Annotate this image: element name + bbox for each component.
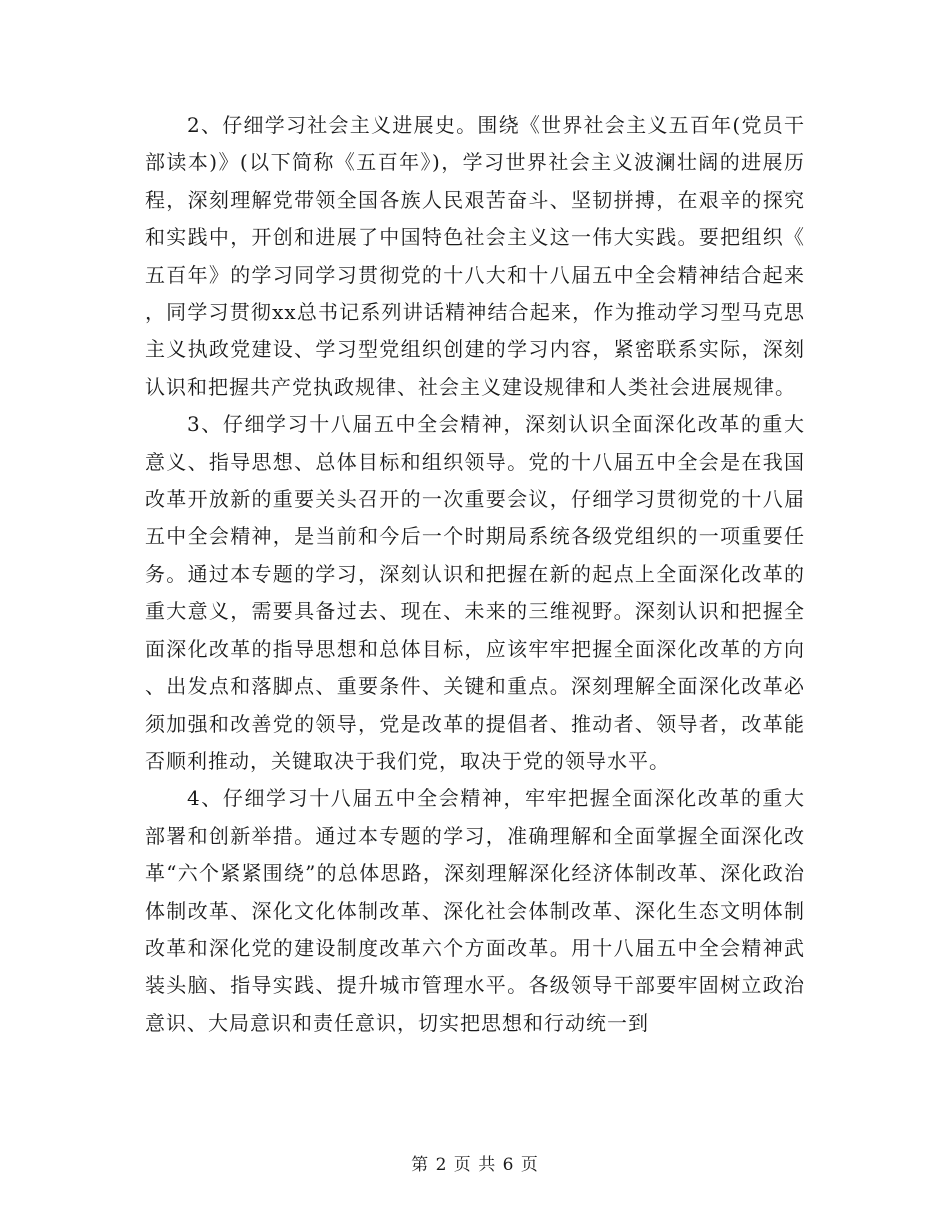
paragraph-item-4: 4、仔细学习十八届五中全会精神，牢牢把握全面深化改革的重大部署和创新举措。通过本专题的学习，准确理解和全面掌握全面深化改革“六个紧紧围绕”的总体思路，深刻理解深化经济体制改革、深化政治体制改革、深化文化体制改革、深化社会体制改革、深化生态文明体制改革和深化党的建设制度改革六个方面改革。用十八届五中全会精神武装头脑、指导实践、提升城市管理水平。各级领导干部要牢固树立政治意识、大局意识和责任意识，切实把思想和行动统一到 — [145, 786, 805, 1035]
document-body — [145, 107, 805, 1042]
paragraph-item-2: 2、仔细学习社会主义进展史。围绕《世界社会主义五百年(党员干部读本)》(以下简称《五百年》)，学习世界社会主义波澜壮阔的进展历程，深刻理解党带领全国各族人民艰苦奋斗、坚韧拼搏，在艰辛的探究和实践中，开创和进展了中国特色社会主义这一伟大实践。要把组织《五百年》的学习同学习贯彻党的十八大和十八届五中全会精神结合起来，同学习贯彻xx总书记系列讲话精神结合起来，作为推动学习型马克思主义执政党建设、学习型党组织创建的学习内容，紧密联系实际，深刻认识和把握共产党执政规律、社会主义建设规律和人类社会进展规律。 — [145, 113, 805, 399]
paragraph-item-3: 3、仔细学习十八届五中全会精神，深刻认识全面深化改革的重大意义、指导思想、总体目标和组织领导。党的十八届五中全会是在我国改革开放新的重要关头召开的一次重要会议，仔细学习贯彻党的十八届五中全会精神，是当前和今后一个时期局系统各级党组织的一项重要任务。通过本专题的学习，深刻认识和把握在新的起点上全面深化改革的重大意义，需要具备过去、现在、未来的三维视野。深刻认识和把握全面深化改革的指导思想和总体目标，应该牢牢把握全面深化改革的方向、出发点和落脚点、重要条件、关键和重点。深刻理解全面深化改革必须加强和改善党的领导，党是改革的提倡者、推动者、领导者，改革能否顺利推动，关键取决于我们党，取决于党的领导水平。 — [145, 412, 805, 773]
page-number-footer: 第 2 页 共 6 页 — [411, 1155, 539, 1175]
